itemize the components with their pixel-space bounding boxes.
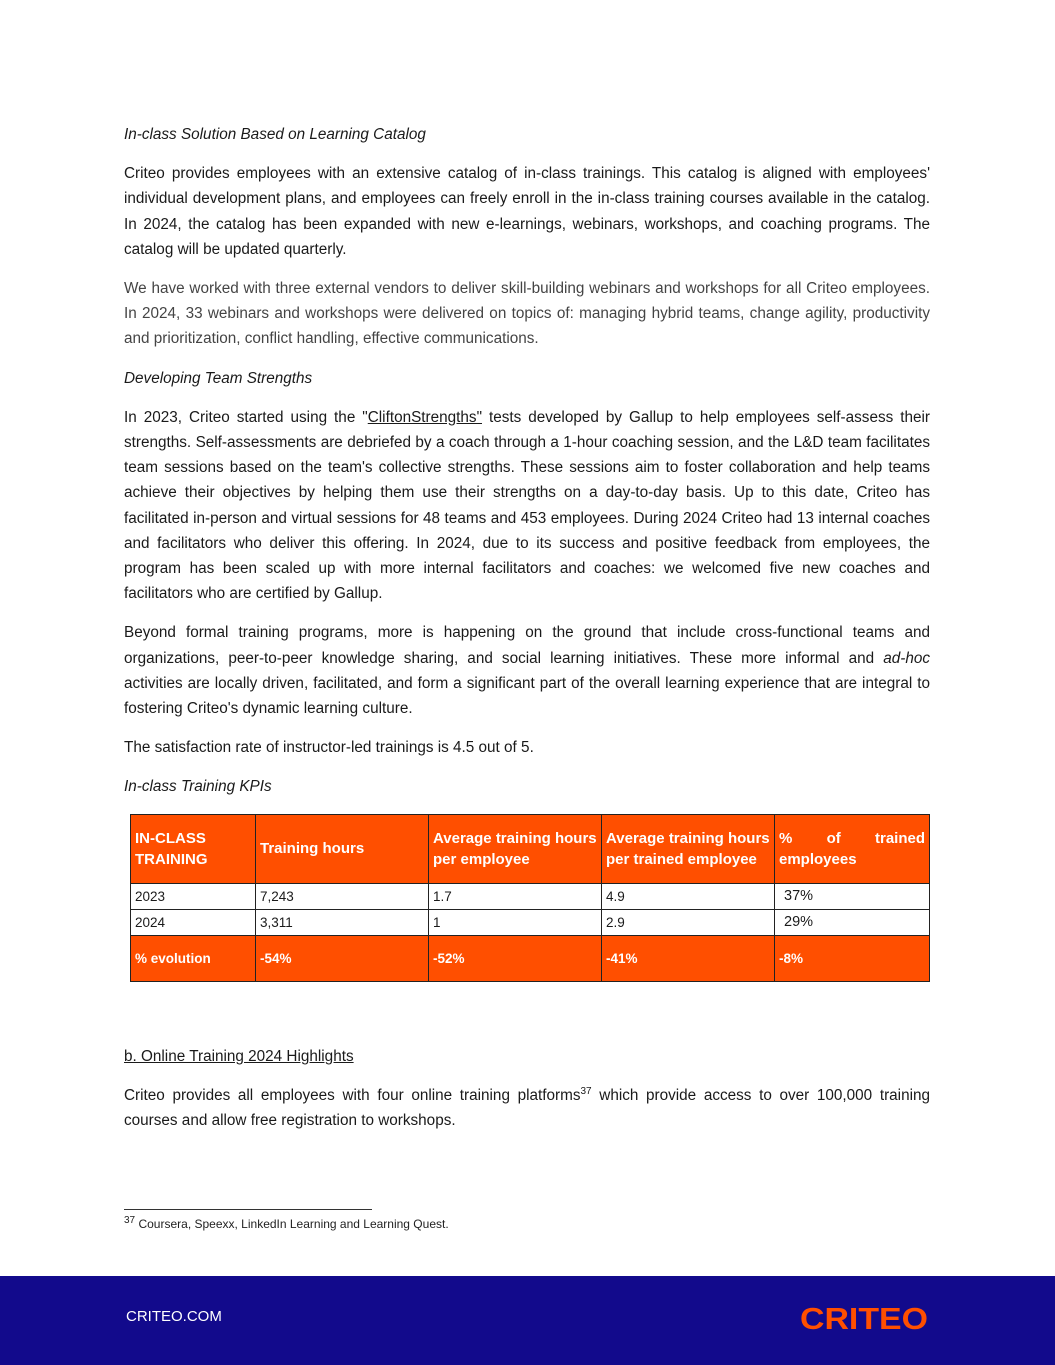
table-cell: 37% xyxy=(775,883,930,909)
section-heading-team-strengths: Developing Team Strengths xyxy=(124,369,313,387)
kpi-header-cell: IN-CLASS TRAINING xyxy=(131,814,256,883)
text-span: Beyond formal training programs, more is happening on the ground that include cross-functional teams and organizations, peer-to-peer knowledge sharing, and social learning initiatives. These more informal and xyxy=(124,624,930,667)
criteo-logo xyxy=(800,1303,930,1338)
table-cell: 3,311 xyxy=(256,909,429,935)
paragraph-informal-learning xyxy=(124,620,930,721)
text-span: tests developed by Gallup to help employees self-assess their strengths. Self-assessments are debriefed by a coach through a 1-hour coaching session, and the L&D team facilitates team sessions based on the team's collective strengths. These sessions aim to foster collaboration and help teams achieve their objectives by helping them use their strengths on a day-to-day basis. Up to this date, Criteo has facilitated in-person and virtual sessions for 48 teams and 453 employees. During 2024 Criteo had 13 internal coaches and facilitators who deliver this offering. In 2024, due to its success and positive feedback from employees, the program has been scaled up with more internal facilitators and coaches: we welcomed five new coaches and facilitators who are certified by Gallup. xyxy=(124,408,930,603)
text-italic: ad-hoc xyxy=(883,649,930,667)
table-cell: -8% xyxy=(775,936,930,982)
footnote-divider xyxy=(124,1209,372,1210)
kpi-header-cell: % of trained employees xyxy=(775,814,930,883)
kpi-header-row xyxy=(131,814,930,883)
paragraph-cliftonstrengths xyxy=(124,405,930,607)
table-cell: -52% xyxy=(429,936,602,982)
criteo-logo-icon xyxy=(800,1303,930,1333)
text-span: activities are locally driven, facilitated, and form a significant part of the overall learning experience that are integral to fostering Criteo's dynamic learning culture. xyxy=(124,674,930,718)
paragraph-online-platforms xyxy=(124,1083,930,1133)
criteo-logo-text: CRITEO xyxy=(800,1303,928,1333)
kpi-header-cell: Training hours xyxy=(256,814,429,883)
table-cell: 2023 xyxy=(131,883,256,909)
footer-website-link[interactable]: CRITEO.COM xyxy=(126,1308,222,1325)
kpi-header-cell: Average training hours per employee xyxy=(429,814,602,883)
table-cell: 29% xyxy=(775,909,930,935)
kpi-table xyxy=(130,814,930,982)
text-span: In 2023, Criteo started using the " xyxy=(124,408,368,426)
table-cell: -54% xyxy=(256,936,429,982)
text-span: Criteo provides all employees with four online training platforms xyxy=(124,1087,581,1105)
table-cell: 7,243 xyxy=(256,883,429,909)
table-cell: 4.9 xyxy=(602,883,775,909)
table-cell: 1 xyxy=(429,909,602,935)
table-cell: % evolution xyxy=(131,936,256,982)
table-row xyxy=(131,883,930,909)
paragraph-catalog: Criteo provides employees with an extensive catalog of in-class trainings. This catalog is aligned with employees' individual development plans, and employees can freely enroll in the in-class training courses available in the catalog. In 2024, the catalog has been expanded with new e-learnings, webinars, workshops, and coaching programs. The catalog will be updated quarterly. xyxy=(124,165,930,258)
table-cell: -41% xyxy=(602,936,775,982)
text-span: which provide access to over 100,000 training courses and allow free registration to workshops. xyxy=(124,1087,930,1130)
cliftonstrengths-link[interactable]: CliftonStrengths" xyxy=(367,408,482,426)
document-body xyxy=(124,122,930,1148)
section-heading-kpis: In-class Training KPIs xyxy=(124,778,272,796)
paragraph-satisfaction: The satisfaction rate of instructor-led trainings is 4.5 out of 5. xyxy=(124,739,534,757)
table-cell: 2024 xyxy=(131,909,256,935)
section-heading-learning-catalog: In-class Solution Based on Learning Catalog xyxy=(124,126,426,143)
kpi-evolution-row xyxy=(131,936,930,982)
footnote xyxy=(124,1217,449,1231)
paragraph-vendors: We have worked with three external vendors to deliver skill-building webinars and workshops for all Criteo employees. In 2024, 33 webinars and workshops were delivered on topics of: managing hybrid teams, change agility, productivity and prioritization, conflict handling, effective communications. xyxy=(124,280,930,348)
table-cell: 1.7 xyxy=(429,883,602,909)
footnote-number: 37 xyxy=(124,1215,136,1226)
footnote-ref[interactable]: 37 xyxy=(580,1086,592,1098)
kpi-header-cell: Average training hours per trained employee xyxy=(602,814,775,883)
section-heading-online-training: b. Online Training 2024 Highlights xyxy=(124,1048,354,1066)
footnote-text: Coursera, Speexx, LinkedIn Learning and Learning Quest. xyxy=(135,1217,449,1231)
table-cell: 2.9 xyxy=(602,909,775,935)
table-row xyxy=(131,909,930,935)
